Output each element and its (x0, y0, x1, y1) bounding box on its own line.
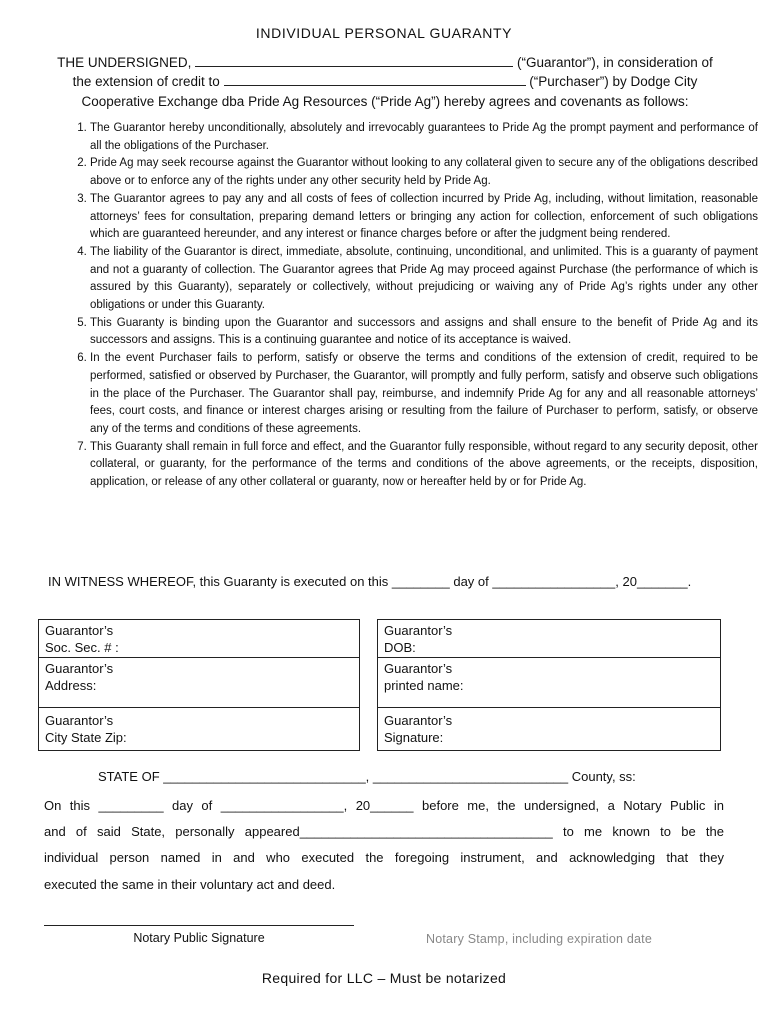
ssn-label-line2: Soc. Sec. # : (45, 640, 119, 655)
signature-label-line1: Guarantor’s (384, 713, 453, 728)
notary-state-line: STATE OF ____________________________, ___________________________ County, ss: (98, 769, 636, 784)
address-field[interactable] (39, 657, 359, 707)
printed-name-label-line2: printed name: (384, 678, 464, 693)
printed-name-field[interactable] (378, 657, 720, 707)
signature-label-line2: Signature: (384, 730, 444, 745)
intro-line-3: Cooperative Exchange dba Pride Ag Resources (“Pride Ag”) hereby agrees and covenants as follows: (81, 94, 689, 109)
intro-purchaser-clause: (“Purchaser”) by Dodge City (529, 74, 698, 89)
signature-field[interactable] (378, 707, 720, 751)
purchaser-name-blank[interactable] (224, 73, 526, 86)
notary-signature-label: Notary Public Signature (133, 931, 265, 945)
notary-stamp-label: Notary Stamp, including expiration date (426, 932, 652, 946)
notary-text-line: and of said State, personally appeared___________________________________ to me known to be the (44, 824, 724, 839)
city-label-line2: City State Zip: (45, 730, 127, 745)
term-item: 2. Pride Ag may seek recourse against the Guarantor without looking to any collateral given to secure any of the obligations described above or to enforce any of the rights under any other security held by Pride Ag. (90, 155, 758, 190)
guarantor-info-left (38, 619, 360, 751)
dob-label-line2: DOB: (384, 640, 416, 655)
notary-text-line: executed the same in their voluntary act and deed. (44, 877, 336, 892)
notary-text-line: On this _________ day of _________________, 20______ before me, the undersigned, a Notary Public in (44, 798, 724, 813)
printed-name-label-line1: Guarantor’s (384, 661, 453, 676)
guarantor-info-right (377, 619, 721, 751)
dob-label-line1: Guarantor’s (384, 623, 453, 638)
address-label-line2: Address: (45, 678, 97, 693)
intro-line-1 (40, 53, 730, 72)
guarantor-name-blank[interactable] (195, 54, 513, 67)
ssn-label-line1: Guarantor’s (45, 623, 114, 638)
intro-credit-label: the extension of credit to (72, 74, 220, 89)
intro-line-2 (40, 72, 730, 91)
term-item: 3. The Guarantor agrees to pay any and all costs of fees of collection incurred by Pride Ag, including, without limitation, reasonable attorneys’ fees for consultation, preparing demand letters or bringing any action for collection, enforcement of such obligations which are guaranteed hereunder, and any interest or finance charges before or after the judgment being rendered. (90, 191, 758, 244)
intro-guarantor-clause: (“Guarantor”), in consideration of (516, 55, 713, 70)
ssn-field[interactable] (39, 620, 359, 658)
term-item: 7. This Guaranty shall remain in full force and effect, and the Guarantor fully responsible, without regard to any security deposit, other collateral, or guaranty, for the performance of the terms and conditions of the above agreements, or the receipts, disposition, application, or release of any other collateral or guaranty, now or hereafter held by or for Pride Ag. (90, 439, 758, 492)
address-label-line1: Guarantor’s (45, 661, 114, 676)
document-title: INDIVIDUAL PERSONAL GUARANTY (255, 25, 513, 41)
city-label-line1: Guarantor’s (45, 713, 114, 728)
term-item: 1. The Guarantor hereby unconditionally, absolutely and irrevocably guarantees to Pride Ag the prompt payment and performance of all the obligations of the Purchaser. (90, 120, 758, 155)
term-item: 4. The liability of the Guarantor is direct, immediate, absolute, continuing, unconditional, and unlimited. This is a guaranty of payment and not a guaranty of collection. The Guarantor agrees that Pride Ag may proceed against Purchase (the performance of which is assured by this Guaranty), separately or collectively, without prejudicing or waiving any of Pride Ag’s rights under any other obligations or under this Guaranty. (90, 244, 758, 315)
city-state-zip-field[interactable] (39, 707, 359, 751)
witness-statement: IN WITNESS WHEREOF, this Guaranty is executed on this ________ day of _________________, 20_______. (48, 574, 692, 589)
notary-text-line: individual person named in and who executed the foregoing instrument, and acknowledging that they (44, 850, 724, 865)
footer-note: Required for LLC – Must be notarized (261, 970, 507, 986)
term-item: 5. This Guaranty is binding upon the Guarantor and successors and assigns and shall ensure to the benefit of Pride Ag and its successors and assigns. This is a continuing guarantee and notice of its acceptance is waived. (90, 315, 758, 350)
terms-list (56, 120, 758, 492)
dob-field[interactable] (378, 620, 720, 658)
intro-undersigned-label: THE UNDERSIGNED, (57, 55, 192, 70)
notary-signature-line[interactable] (44, 925, 354, 926)
term-item: 6. In the event Purchaser fails to perform, satisfy or observe the terms and conditions of the extension of credit, required to be performed, satisfied or observed by Purchaser, the Guarantor, will promptly and fully perform, satisfy and observe such obligations in the place of the Purchaser. The Guarantor shall pay, reimburse, and indemnify Pride Ag for any and all reasonable attorneys’ fees, court costs, and finance or interest charges arising or resulting from the failure of Purchaser to perform, satisfy, or observe any of the terms and conditions of these agreements. (90, 350, 758, 439)
